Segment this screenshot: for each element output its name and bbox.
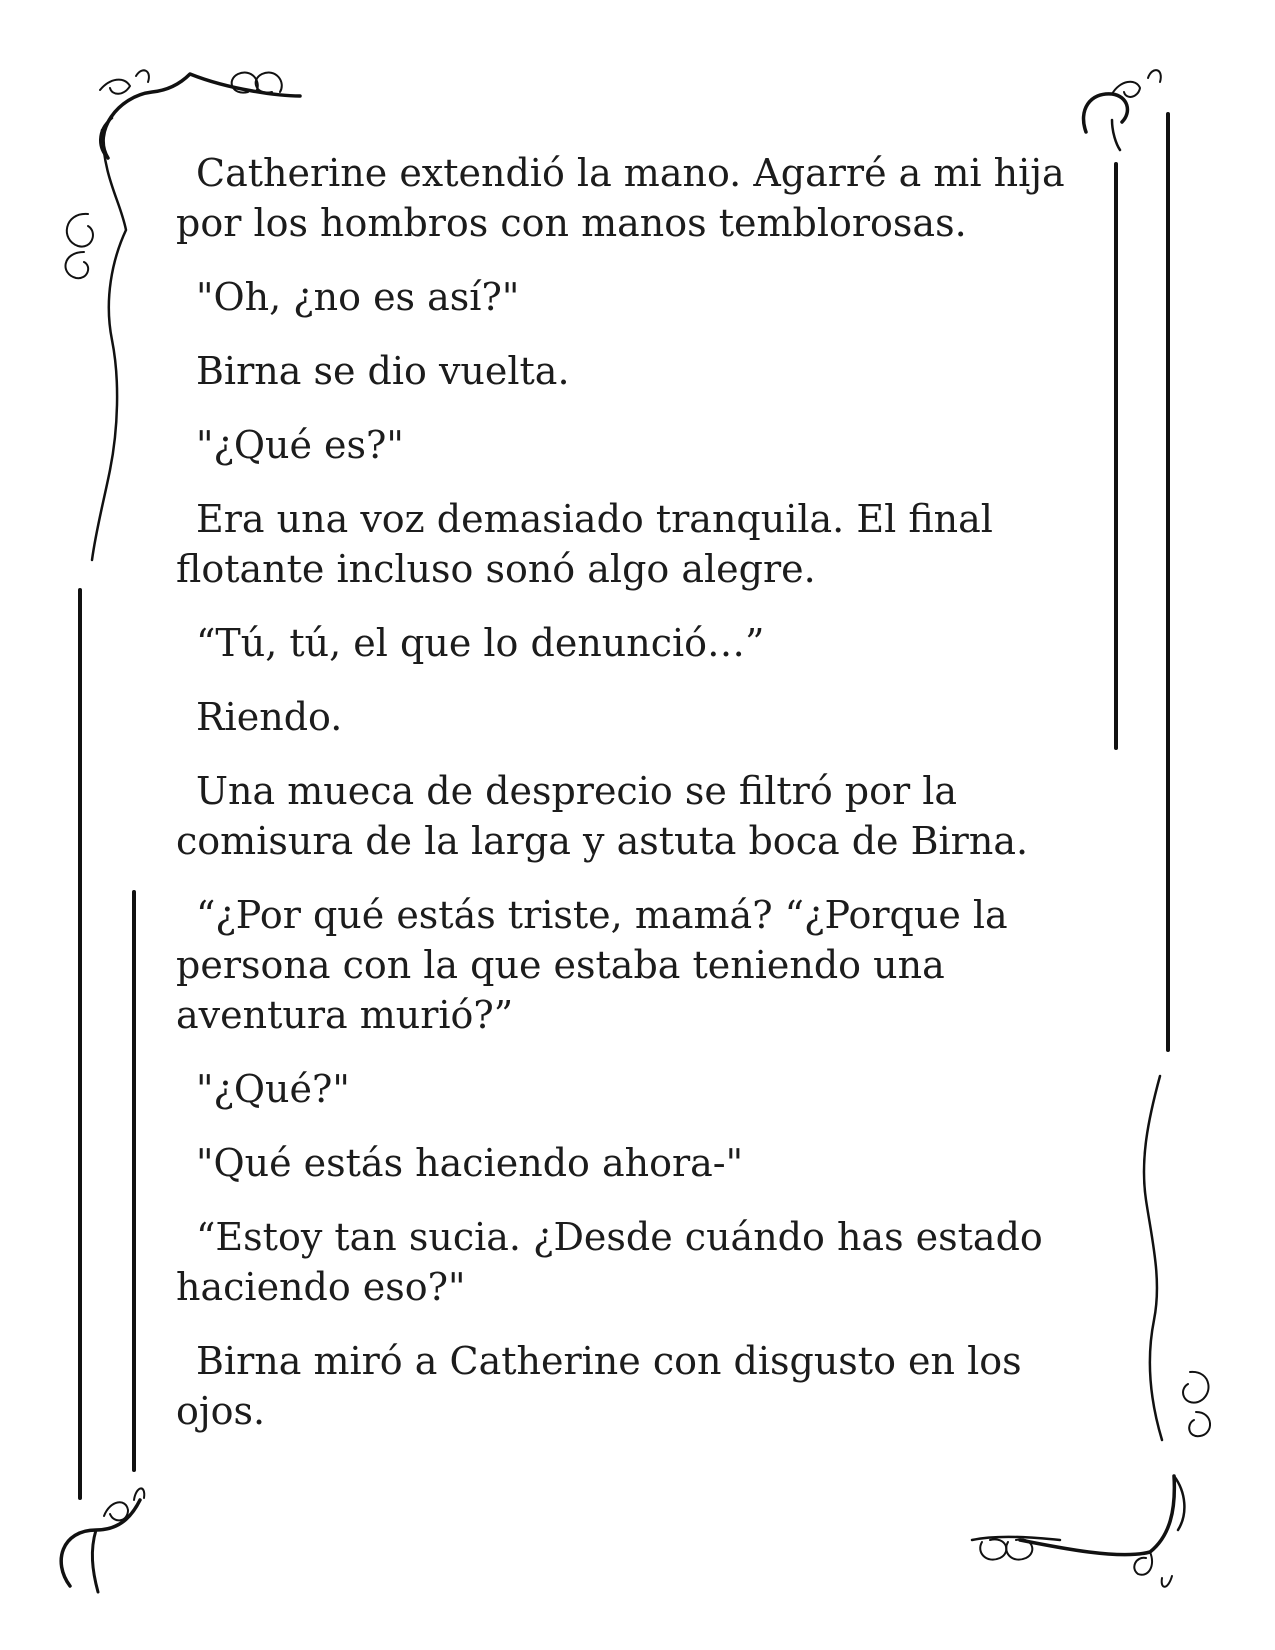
paragraph: Birna se dio vuelta. (196, 349, 570, 393)
flourish-top-right (1084, 70, 1161, 150)
paragraph: "¿Qué es?" (196, 423, 404, 467)
paragraph: "Oh, ¿no es así?" (196, 275, 520, 319)
paragraph: Era una voz demasiado tranquila. El final flotante incluso sonó algo alegre. (176, 497, 993, 591)
paragraph: “Tú, tú, el que lo denunció…” (196, 621, 765, 665)
paragraph: Una mueca de desprecio se filtró por la comisura de la larga y astuta boca de Birna. (176, 769, 1029, 863)
paragraph: Catherine extendió la mano. Agarré a mi hija por los hombros con manos temblorosas. (176, 151, 1065, 245)
paragraph: "¿Qué?" (196, 1067, 350, 1111)
paragraph: “Estoy tan sucia. ¿Desde cuándo has estado haciendo eso?" (176, 1215, 1043, 1309)
flourish-bottom-left (61, 1488, 144, 1592)
story-text (176, 148, 1076, 1460)
paragraph: Birna miró a Catherine con disgusto en los ojos. (176, 1339, 1022, 1433)
paragraph: Riendo. (196, 695, 343, 739)
paragraph: "Qué estás haciendo ahora-" (196, 1141, 744, 1185)
paragraph: “¿Por qué estás triste, mamá? “¿Porque la persona con la que estaba teniendo una aventura murió?” (176, 893, 1008, 1037)
